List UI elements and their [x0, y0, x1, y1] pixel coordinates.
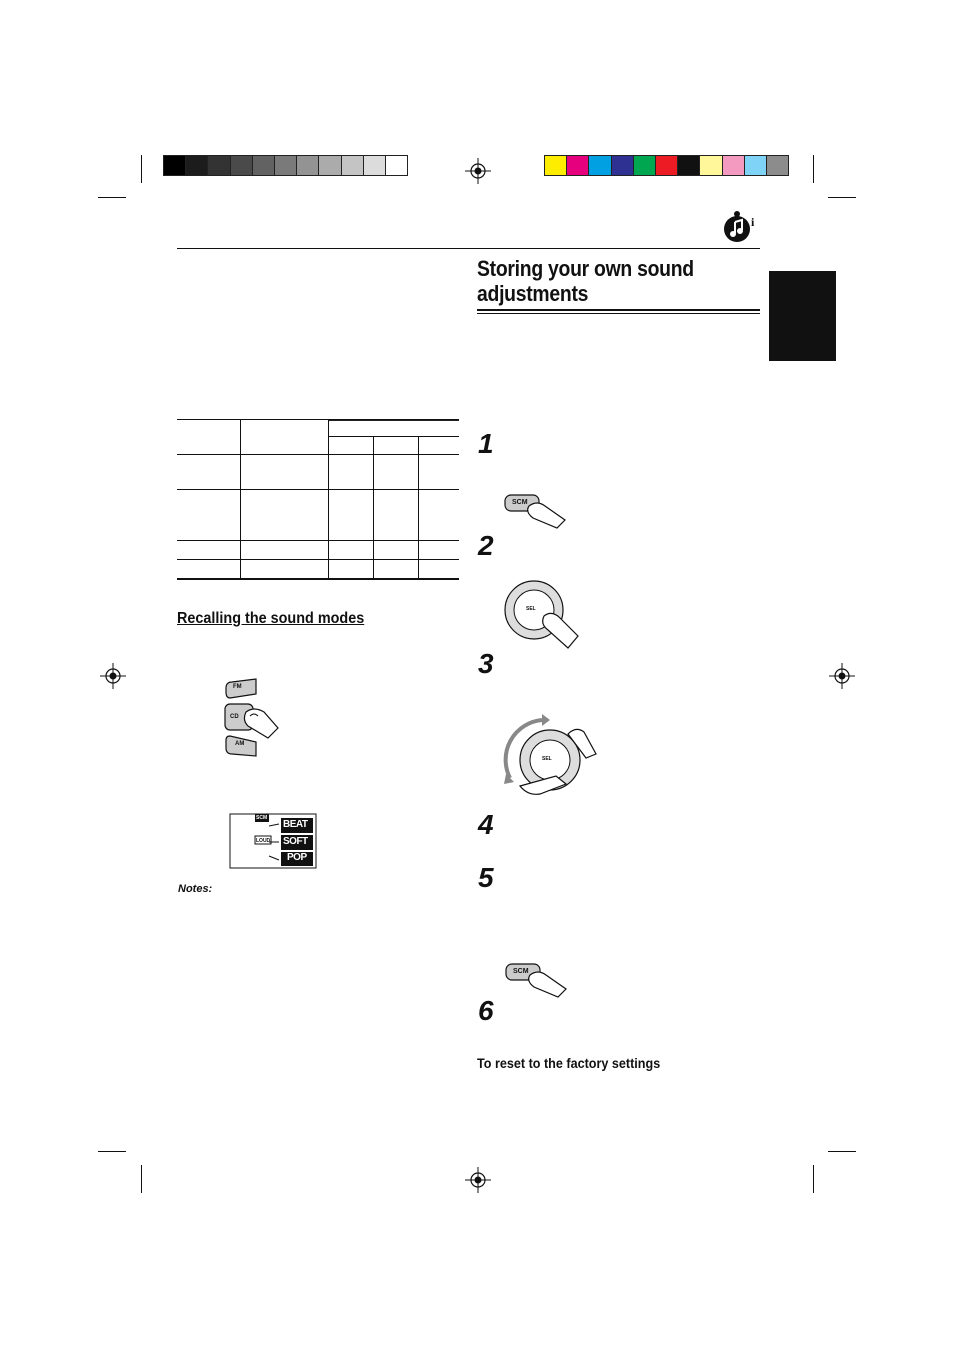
- step-number: 4: [478, 809, 494, 840]
- color-swatch: [655, 155, 678, 176]
- reset-heading: To reset to the factory settings: [477, 1055, 661, 1071]
- display-loud-indicator: LOUD: [256, 838, 271, 844]
- crop-mark: [828, 1151, 856, 1152]
- color-swatch: [296, 155, 319, 176]
- color-swatch: [611, 155, 634, 176]
- color-swatch: [588, 155, 611, 176]
- step-number: 5: [478, 862, 494, 893]
- header-rule: [177, 248, 760, 249]
- color-swatch: [744, 155, 767, 176]
- color-swatch: [677, 155, 700, 176]
- scm-button[interactable]: SCM: [512, 499, 528, 506]
- step-number: 3: [478, 648, 494, 679]
- sel-button[interactable]: SEL: [542, 756, 552, 762]
- color-swatch: [185, 155, 208, 176]
- registration-mark-icon: [465, 1167, 491, 1193]
- color-swatch: [766, 155, 789, 176]
- crop-mark: [98, 197, 126, 198]
- fm-button[interactable]: FM: [233, 684, 242, 690]
- crop-mark: [813, 155, 814, 183]
- scm-button-illustration: [503, 490, 569, 530]
- color-swatch: [363, 155, 386, 176]
- crop-mark: [141, 155, 142, 183]
- display-mode-beat: BEAT: [283, 819, 308, 830]
- registration-mark-icon: [829, 663, 855, 689]
- section-tab: [769, 271, 836, 361]
- display-scm-indicator: SCM: [256, 815, 268, 821]
- step-number: 6: [478, 995, 494, 1026]
- display-mode-soft: SOFT: [283, 836, 308, 847]
- color-swatch: [722, 155, 745, 176]
- crop-mark: [828, 197, 856, 198]
- color-swatch: [385, 155, 408, 176]
- cd-button[interactable]: CD: [230, 714, 239, 720]
- color-swatch: [341, 155, 364, 176]
- am-button[interactable]: AM: [235, 741, 245, 747]
- color-swatch: [230, 155, 253, 176]
- crop-mark: [141, 1165, 142, 1193]
- color-swatch: [252, 155, 275, 176]
- title-rule: [477, 313, 760, 314]
- crop-mark: [98, 1151, 126, 1152]
- crop-mark: [813, 1165, 814, 1193]
- music-note-icon: [721, 210, 761, 244]
- sel-button[interactable]: SEL: [526, 606, 536, 612]
- step-number: 1: [478, 428, 494, 459]
- scm-button[interactable]: SCM: [513, 968, 529, 975]
- color-swatch: [163, 155, 186, 176]
- color-swatch: [207, 155, 230, 176]
- color-swatch: [318, 155, 341, 176]
- display-mode-pop: POP: [287, 852, 307, 863]
- scm-button-illustration: [504, 959, 570, 999]
- color-swatch: [544, 155, 567, 176]
- sel-dial-illustration: [502, 576, 582, 656]
- step-number: 2: [478, 530, 494, 561]
- page-title: Storing your own sound adjustments: [477, 256, 694, 306]
- color-swatch: [274, 155, 297, 176]
- title-rule: [477, 309, 760, 311]
- color-swatch: [633, 155, 656, 176]
- registration-mark-icon: [100, 663, 126, 689]
- registration-mark-icon: [465, 158, 491, 184]
- notes-label: Notes:: [178, 883, 213, 895]
- svg-text:i: i: [751, 215, 755, 229]
- recalling-sound-modes-heading: Recalling the sound modes: [177, 610, 365, 627]
- color-swatch: [566, 155, 589, 176]
- color-swatch: [699, 155, 722, 176]
